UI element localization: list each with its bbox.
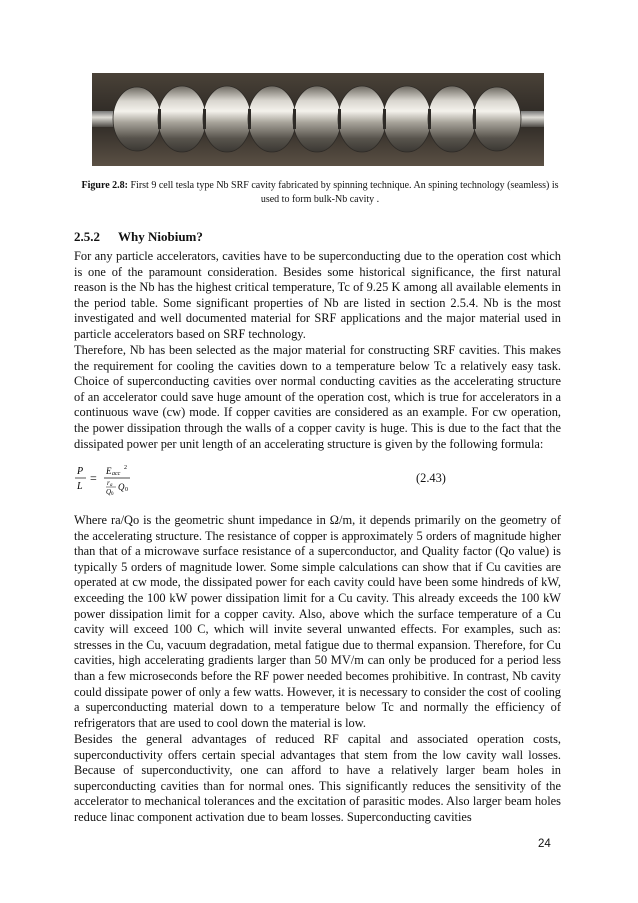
equation xyxy=(74,463,561,497)
eq-equals: = xyxy=(90,471,97,485)
section-number: 2.5.2 xyxy=(74,229,100,244)
eq-rhs-den-q: Q xyxy=(106,488,112,496)
figure-caption xyxy=(74,179,566,207)
paragraph-1: For any particle accelerators, cavities have to be superconducting due to the operation cost which is one of the paramount consideration. Besides some historical significance, the first natural reason is the Nb has the highest critical temperature, Tc of 9.25 K among all available elements in the period table. Some significant properties of Nb are listed in section 2.5.4. Nb is the most investigated and well documented material for SRF applications and the major material used in particle accelerators based on SRF technology. xyxy=(74,249,561,341)
equation-number: (2.43) xyxy=(416,471,446,485)
paragraph-4: Besides the general advantages of reduced RF capital and associated operation costs, superconductivity offers certain special advantages that stem from the low cavity wall losses. Because of superconductivity, one can afford to have a relatively larger beam holes in superconducting cavities than for normal ones. This significantly reduces the sensitivity of the accelerator to mechanical tolerances and the excitation of parasitic modes. Also larger beam holes reduce linac component activation due to beam losses. Superconducting cavities xyxy=(74,732,561,824)
eq-rhs-den-q0: Q xyxy=(118,482,125,492)
figure-caption-text: First 9 cell tesla type Nb SRF cavity fabricated by spinning technique. An spining technology (seamless) is used to form bulk-Nb cavity . xyxy=(128,180,559,205)
eq-rhs-den-q0-sub: 0 xyxy=(125,487,128,493)
eq-lhs-denominator: L xyxy=(77,481,83,492)
paragraph-2: Therefore, Nb has been selected as the major material for constructing SRF cavities. This makes the requirement for cooling the cavities down to a temperature below Tc a relatively easy task. Choice of superconducting cavities over normal conducting cavities as the accelerating structure of an accelerator could save huge amount of the operation cost, which is true for accelerators in a continuous wave (cw) mode. If copper cavities are considered as an example. For cw operation, the power dissipation through the walls of a copper cavity is huge. This is due to the fact that the dissipated power per unit length of an accelerating structure is given by the following formula: xyxy=(74,343,561,451)
eq-rhs-den-r-sub: a xyxy=(110,483,113,488)
paragraph-3: Where ra/Qo is the geometric shunt impedance in Ω/m, it depends primarily on the geometry of the accelerating structure. The resistance of copper is approximately 5 orders of magnitude higher than that of a microwave surface resistance of a superconductor, and Quality factor (Qo value) is typically 5 orders of magnitude lower. Some simple calculations can show that if Cu cavities are operated at cw mode, the dissipated power for each cavity could have been some hindreds of kW, exceeding the 100 kW power dissipation limit for a Cu cavity. This already exceeds the 100 kW power dissipation limit for a copper cavity. Also, above which the surface temperature of a Cu cavity will exceed 100 C, which will invite several unwanted effects. For examples, such as: stresses in the Cu, vacuum degradation, metal fatigue due to thermal expansion. Therefore, for Cu cavities, high accelerating gradients larger than 50 MV/m can only be produced for a period less than a few microseconds before the RF power needed becomes prohibitive. In contrast, Nb cavity could dissipate power of only a few watts. However, it is necessary to consider the cost of cooling a superconducting material down to a temperature below Tc and normally the efficiency of refrigerators that are used to cool down the material is low. xyxy=(74,513,561,730)
eq-rhs-den-r: r xyxy=(107,479,110,487)
section-heading xyxy=(74,229,203,245)
eq-rhs-den-q-sub: 0 xyxy=(111,492,114,497)
eq-lhs-numerator: P xyxy=(77,466,84,477)
cavity-photo xyxy=(92,73,544,166)
nine-cell-cavity-image xyxy=(92,73,544,166)
eq-rhs-numerator: E xyxy=(106,466,112,476)
eq-rhs-numerator-sub: acc xyxy=(112,471,121,477)
section-title: Why Niobium? xyxy=(118,229,203,244)
eq-rhs-numerator-sup: 2 xyxy=(124,465,127,471)
figure-label: Figure 2.8: xyxy=(81,180,128,191)
equation-formula xyxy=(74,463,194,497)
page-number: 24 xyxy=(538,838,551,850)
